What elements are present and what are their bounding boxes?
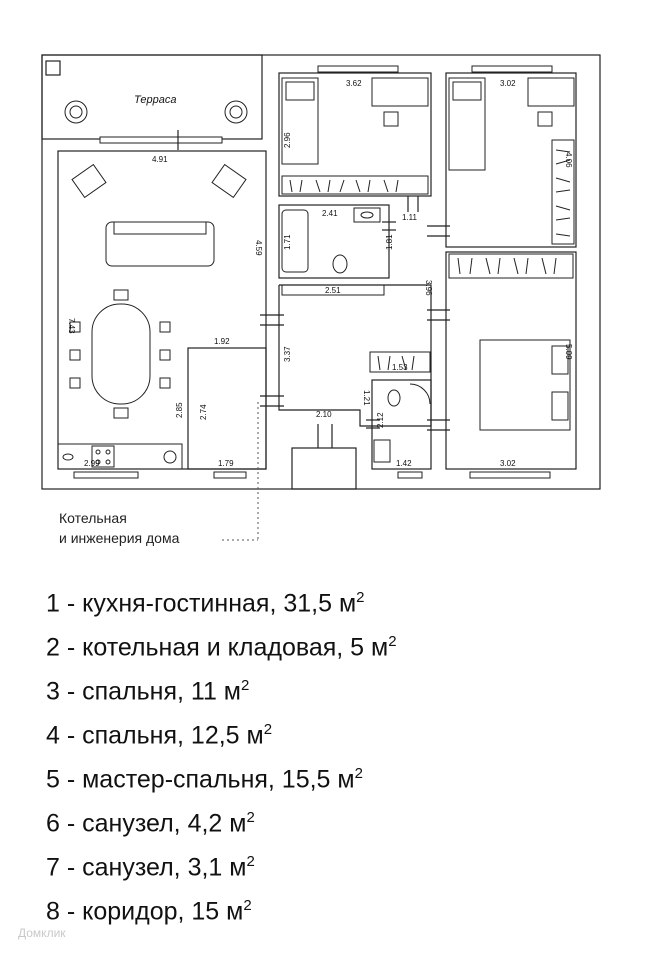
dim-label: 2.51 (325, 286, 341, 295)
kitchen-counter (58, 444, 182, 469)
desk-bedroom3 (372, 78, 428, 106)
bed-bedroom4 (449, 78, 485, 170)
dim-label: 1.79 (218, 459, 234, 468)
dim-label: 3.02 (500, 459, 516, 468)
room-corridor (279, 285, 431, 426)
window-bedroom4 (472, 66, 552, 72)
legend-item-6: 6 - санузел, 4,2 $м^2$ (46, 809, 255, 838)
dim-label: 2.85 (175, 402, 184, 418)
dim-label: 3.37 (283, 346, 292, 362)
dim-label: 1.21 (362, 390, 371, 406)
terrace-label: Терраса (134, 94, 177, 106)
window-living-north (100, 137, 222, 143)
washbasin-bath6 (354, 208, 380, 222)
dim-label: 5.09 (564, 344, 573, 360)
legend-item-7: 7 - санузел, 3,1 $м^2$ (46, 853, 255, 882)
dim-label: 4.06 (564, 152, 573, 168)
dim-label: 1.11 (402, 213, 417, 222)
armchair-left (72, 165, 106, 198)
toilet-bath7 (388, 390, 400, 406)
dim-label: 1.71 (283, 234, 292, 250)
kitchen-sink (63, 454, 73, 460)
caption-line: и инженерия дома (59, 530, 180, 546)
room-legend (46, 576, 397, 928)
room-kitchen-living (58, 151, 266, 469)
sofa (106, 222, 214, 266)
terrace-chair-left (65, 101, 87, 123)
dim-label: 3.96 (424, 280, 433, 296)
dim-label: 2.12 (376, 412, 385, 428)
dim-label: 1.53 (392, 363, 408, 372)
outer-boundary (42, 55, 600, 489)
window-bedroom3 (318, 66, 398, 72)
dining-table (92, 304, 150, 404)
dim-label: 4.91 (152, 155, 168, 164)
room-master-bedroom (446, 252, 576, 469)
legend-item-5: 5 - мастер-спальня, 15,5 $м^2$ (46, 765, 363, 794)
caption-line: Котельная (59, 510, 127, 526)
window-bath7 (398, 472, 422, 478)
window-kitchen-south (74, 472, 138, 478)
window-boiler (214, 472, 246, 478)
boiler-caption (59, 508, 179, 548)
bed-master (480, 340, 570, 430)
desk-bedroom4 (528, 78, 574, 106)
bed-bedroom3 (282, 78, 318, 164)
room-bedroom-4 (446, 73, 576, 247)
dim-label: 4.59 (254, 240, 263, 256)
toilet-bath6 (333, 255, 347, 273)
legend-item-4: 4 - спальня, 12,5 $м^2$ (46, 721, 273, 750)
dim-label: 1.81 (385, 234, 394, 250)
wardrobe-master (449, 254, 573, 278)
legend-item-1: 1 - кухня-гостинная, 31,5 $м^2$ (46, 589, 365, 618)
dim-label: 3.62 (346, 79, 362, 88)
room-bedroom-3 (279, 73, 431, 196)
watermark: Домклик (18, 926, 66, 940)
armchair-right (212, 165, 246, 198)
dim-label: 2.10 (316, 410, 332, 419)
boiler-unit (164, 451, 176, 463)
legend-item-2: 2 - котельная и кладовая, 5 $м^2$ (46, 633, 397, 662)
dim-label: 2.96 (283, 132, 292, 148)
dim-label: 3.02 (500, 79, 516, 88)
legend-item-3: 3 - спальня, 11 $м^2$ (46, 677, 250, 706)
entrance-porch (292, 448, 356, 489)
dim-label: 7.43 (67, 318, 76, 334)
terrace-corner-box (46, 61, 60, 75)
dim-label: 2.99 (84, 459, 100, 468)
legend-item-8: 8 - коридор, 15 $м^2$ (46, 897, 252, 926)
washbasin-bath7 (374, 440, 390, 462)
dim-label: 2.74 (199, 404, 208, 420)
wardrobe-bedroom3 (282, 176, 428, 194)
terrace-chair-right (225, 101, 247, 123)
window-master (470, 472, 550, 478)
dim-label: 1.42 (396, 459, 412, 468)
dim-label: 2.41 (322, 209, 338, 218)
dim-label: 1.92 (214, 337, 230, 346)
